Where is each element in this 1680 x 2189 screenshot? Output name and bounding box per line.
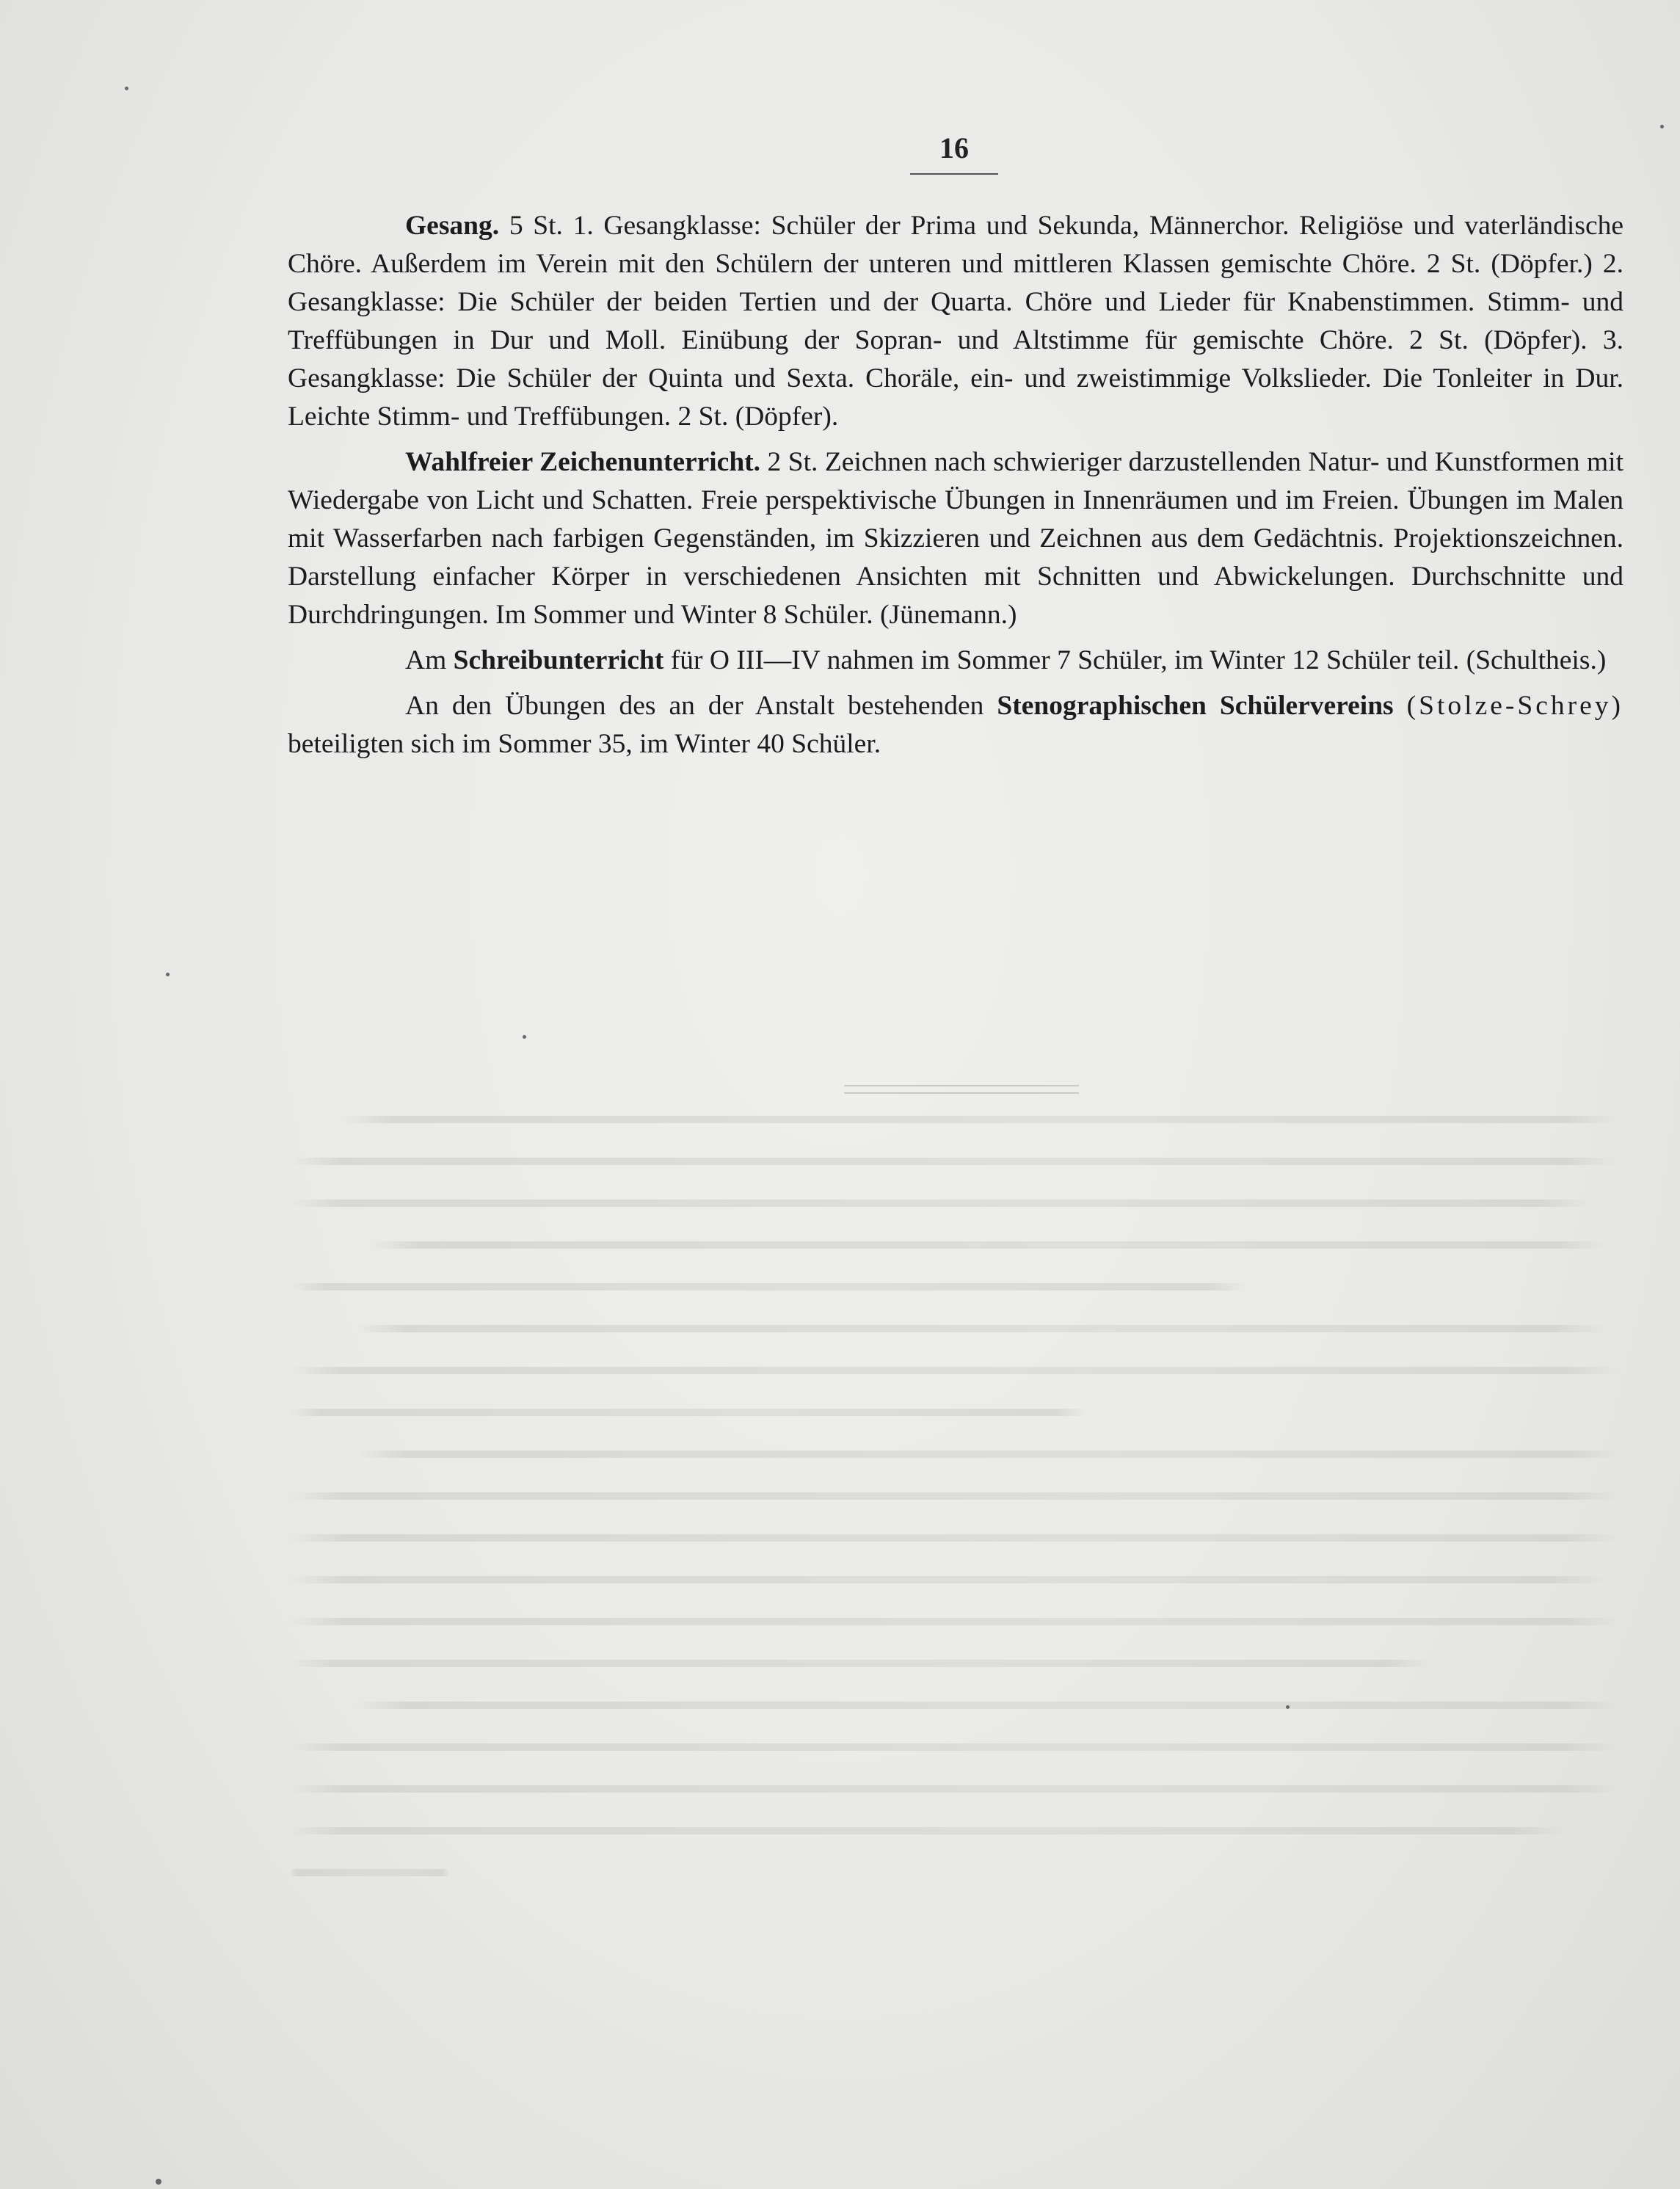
heading-zeichenunterricht: Wahlfreier Zeichenunterricht. (405, 447, 761, 477)
heading-stenographie: Stenographischen Schülervereins (997, 691, 1394, 721)
lead-schreibunterricht: Am (405, 645, 454, 675)
page-number: 16 (939, 131, 969, 164)
text-gesang: 5 St. 1. Gesangklasse: Schüler der Prima und Sekunda, Männerchor. Religiöse und vaterländische Chöre. Außerdem im Verein mit den Schülern der unteren und mittleren Klassen gemischte Chöre. 2 St. (Döpfer.) 2. Gesangklasse: Die Schüler der beiden Tertien und der Quarta. Chöre und Lieder für Knabenstimmen. Stimm- und Treffübungen in Dur und Moll. Einübung der Sopran- und Altstimme für gemischte Chöre. 2 St. (Döpfer). 3. Gesangklasse: Die Schüler der Quinta und Sexta. Choräle, ein- und zweistimmige Volkslieder. Die Tonleiter in Dur. Leichte Stimm- und Treffübungen. 2 St. (Döpfer). (288, 211, 1623, 432)
lead-stenographie: An den Übungen des an der Anstalt bestehenden (405, 691, 997, 721)
page-number-rule (910, 173, 998, 175)
bleed-title-rule (844, 1085, 1079, 1094)
paragraph-zeichenunterricht (288, 443, 1623, 634)
heading-schreibunterricht: Schreibunterricht (453, 645, 664, 675)
heading-gesang: Gesang. (405, 211, 500, 241)
text-schreibunterricht: für O III—IV nahmen im Sommer 7 Schüler, im Winter 12 Schüler teil. (Schultheis.) (663, 645, 1607, 675)
text-stenographie: beteiligten sich im Sommer 35, im Winter 40 Schüler. (288, 729, 881, 759)
bleed-text-lines (290, 1116, 1618, 1911)
body-text (288, 207, 1623, 771)
paragraph-gesang (288, 207, 1623, 436)
paragraph-schreibunterricht (288, 642, 1623, 680)
paragraph-stenographie (288, 687, 1623, 763)
stolze-schrey: (Stolze-Schrey) (1406, 691, 1623, 721)
text-zeichenunterricht: 2 St. Zeichnen nach schwieriger darzustellenden Natur- und Kunstformen mit Wiedergabe von Licht und Schatten. Freie perspektivische Übungen in Innenräumen und im Freien. Übungen im Malen mit Wasserfarben nach farbigen Gegenständen, im Skizzieren und Zeichnen aus dem Gedächtnis. Projektionszeichnen. Darstellung einfacher Körper in verschiedenen Ansichten mit Schnitten und Abwickelungen. Durchschnitte und Durchdringungen. Im Sommer und Winter 8 Schüler. (Jünemann.) (288, 447, 1624, 630)
